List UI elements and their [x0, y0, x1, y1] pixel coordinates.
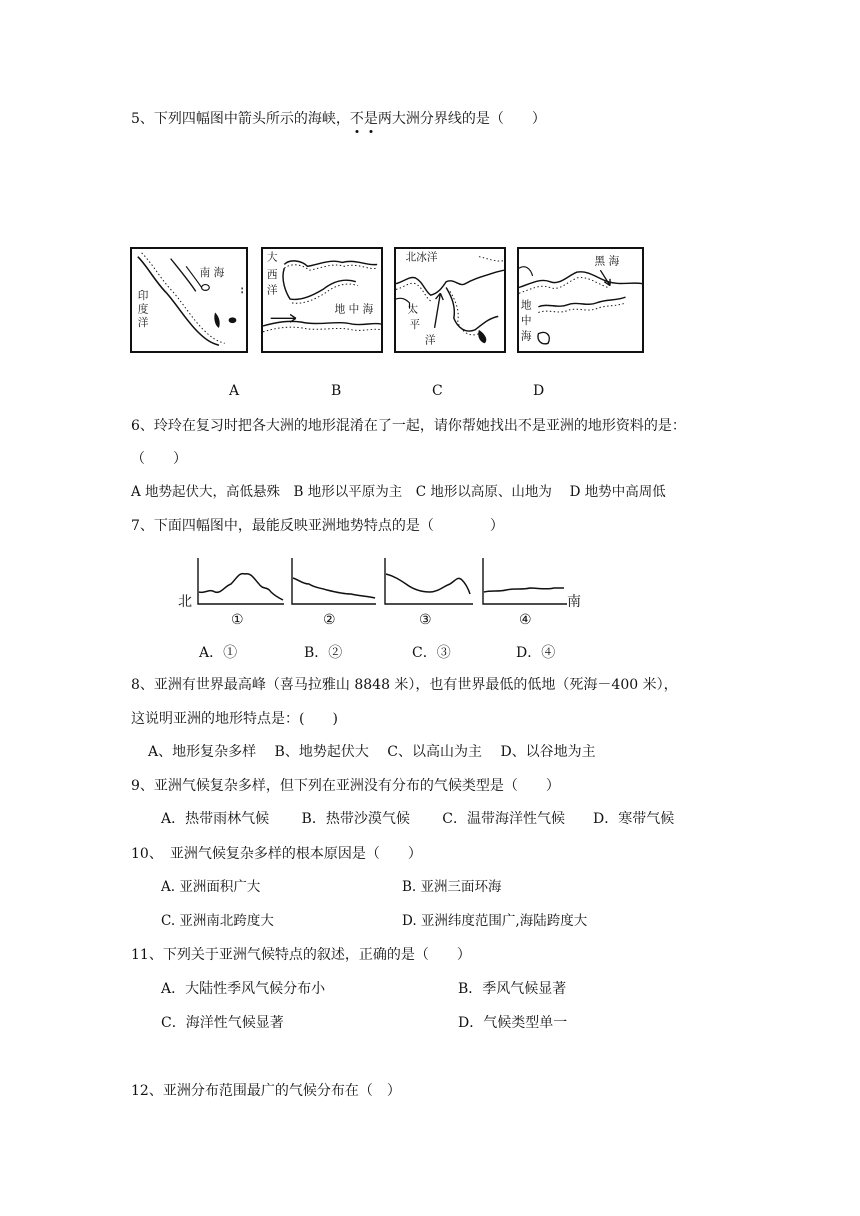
q5-emphasis-2: 是 — [364, 111, 378, 127]
map-b-label-1: 大 — [266, 250, 278, 264]
q11-option-a: A．大陆性季风气候分布小 — [161, 981, 326, 997]
map-d-label-1: 黑 海 — [594, 254, 620, 268]
map-letter-b: B — [331, 383, 342, 399]
map-letter-a: A — [229, 383, 240, 399]
map-c — [394, 247, 506, 353]
map-b-label-3: 洋 — [266, 283, 278, 297]
map-a-label-1: 南 海 — [199, 266, 225, 279]
profile-2 — [291, 558, 377, 606]
map-c-label-4: 洋 — [424, 334, 436, 347]
profile-north-label: 北 — [178, 594, 192, 610]
map-a-label-4: 洋 — [137, 316, 149, 329]
profile-number-3: ③ — [419, 612, 432, 628]
profile-1 — [197, 558, 285, 606]
q7-option-d: D．④ — [516, 645, 556, 661]
map-d-label-4: 海 — [520, 329, 532, 343]
profile-number-4: ④ — [519, 612, 532, 628]
profile-number-2: ② — [323, 612, 336, 628]
profile-south-label: 南 — [567, 594, 581, 610]
question-8-options: A、地形复杂多样 B、地势起伏大 C、以高山为主 D、以谷地为主 — [148, 744, 596, 760]
q5-pre: 5、下列四幅图中箭头所示的海峡， — [131, 111, 350, 127]
map-b-figure — [263, 249, 381, 351]
map-a-label-2: 印 — [137, 290, 149, 303]
map-d-label-3: 中 — [520, 314, 532, 328]
question-9-options: A．热带雨林气候 B．热带沙漠气候 C．温带海洋性气候 D．寒带气候 — [161, 811, 675, 827]
map-letter-d: D — [533, 383, 545, 399]
question-12-stem: 12、亚洲分布范围最广的气候分布在（ ） — [131, 1083, 401, 1099]
question-5-stem — [131, 109, 546, 129]
profile-3 — [384, 558, 474, 606]
profile-4 — [482, 558, 568, 606]
q5-emphasis-1: 不 — [350, 111, 364, 127]
question-6-options: A 地势起伏大，高低悬殊 B 地形以平原为主 C 地形以高原、山地为 D 地势中高周低 — [131, 484, 666, 500]
q10-option-b: B. 亚洲三面环海 — [402, 879, 502, 895]
map-a-label-3: 度 — [137, 303, 149, 316]
q7-option-c: C．③ — [412, 645, 451, 661]
profile-3-figure — [384, 558, 474, 606]
q10-option-c: C. 亚洲南北跨度大 — [161, 913, 274, 929]
map-letter-c: C — [432, 383, 443, 399]
map-d-label-2: 地 — [520, 298, 532, 312]
profile-4-figure — [482, 558, 568, 606]
map-a-figure — [132, 249, 246, 351]
q10-option-a: A. 亚洲面积广大 — [161, 879, 261, 895]
q11-option-c: C．海洋性气候显著 — [161, 1015, 284, 1031]
profile-1-figure — [197, 558, 285, 606]
question-11-stem: 11、下列关于亚洲气候特点的叙述，正确的是（ ） — [131, 947, 471, 963]
q10-option-d: D. 亚洲纬度范围广,海陆跨度大 — [402, 913, 588, 929]
map-d — [517, 247, 644, 353]
question-6-line-1: 6、玲玲在复习时把各大洲的地形混淆在了一起，请你帮她找出不是亚洲的地形资料的是： — [131, 418, 686, 434]
map-a — [130, 247, 248, 353]
profile-number-1: ① — [231, 612, 244, 628]
profile-2-figure — [291, 558, 377, 606]
q11-option-d: D．气候类型单一 — [458, 1015, 568, 1031]
question-6-line-2: （ ） — [131, 451, 187, 467]
q11-option-b: B．季风气候显著 — [458, 981, 567, 997]
question-8-line-1: 8、亚洲有世界最高峰（喜马拉雅山 8848 米），也有世界最低的低地（死海－400 米）， — [131, 677, 678, 693]
map-b — [261, 247, 383, 353]
map-c-figure — [396, 249, 504, 351]
map-c-label-1: 北冰洋 — [405, 251, 438, 264]
q7-option-a: A．① — [199, 645, 238, 661]
map-c-label-3: 平 — [409, 318, 421, 331]
map-c-label-2: 太 — [407, 303, 419, 316]
q7-option-b: B．② — [304, 645, 343, 661]
q5-post: 两大洲分界线的是（ ） — [377, 111, 546, 127]
question-7-stem: 7、下面四幅图中，最能反映亚洲地势特点的是（ ） — [131, 518, 504, 534]
map-b-label-2: 西 — [266, 267, 278, 281]
map-d-figure — [519, 249, 642, 351]
question-9-stem: 9、亚洲气候复杂多样，但下列在亚洲没有分布的气候类型是（ ） — [131, 778, 560, 794]
question-8-line-2: 这说明亚洲的地形特点是：( ) — [131, 711, 338, 727]
question-10-stem: 10、 亚洲气候复杂多样的根本原因是（ ） — [131, 846, 422, 862]
map-b-label-4: 地 中 海 — [334, 302, 374, 316]
